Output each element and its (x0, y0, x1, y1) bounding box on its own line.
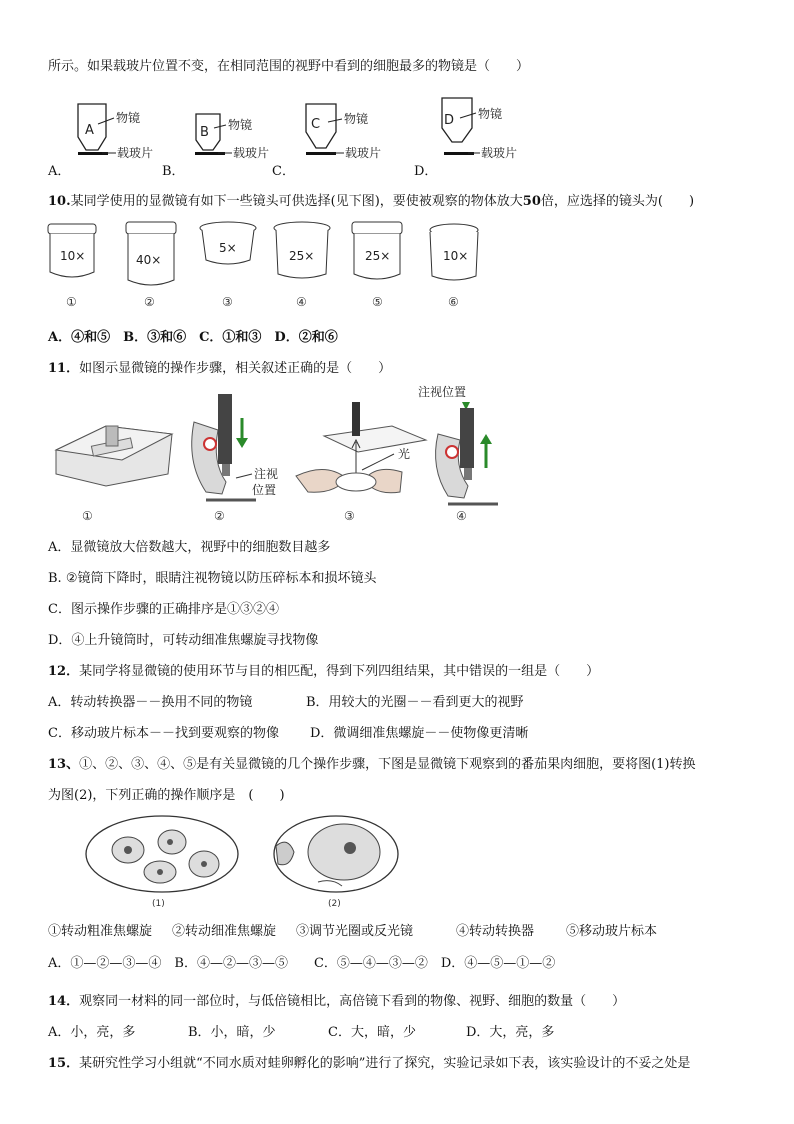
lens-num-1: ① (66, 295, 77, 309)
q12-option-a[interactable]: A．转动转换器－－换用不同的物镜 (48, 695, 253, 710)
lens-3 (200, 222, 256, 264)
svg-text:注视: 注视 (254, 467, 279, 481)
svg-text:位置: 位置 (252, 483, 277, 497)
q11-option-b[interactable]: B. ②镜筒下降时，眼睛注视物镜以防压碎标本和损坏镜头 (48, 571, 377, 586)
q11-option-a[interactable]: A．显微镜放大倍数越大，视野中的细胞数目越多 (48, 540, 331, 555)
q13-step-4: ④转动转换器 (456, 924, 535, 939)
lens-letter-c: C (311, 117, 321, 132)
q13-stem-line2: 为图(2)，下列正确的操作顺序是 ( ) (48, 788, 285, 803)
q13-step-3: ③调节光圈或反光镜 (296, 924, 414, 939)
q14-option-b[interactable]: B．小，暗，少 (188, 1025, 276, 1040)
q13-stem-line1: 13、①、②、③、④、⑤是有关显微镜的几个操作步骤，下图是显微镜下观察到的番茄果肉细胞，要将图(1)转换 (48, 757, 696, 772)
slide-label-c: 载玻片 (345, 146, 382, 160)
svg-text:25×: 25× (289, 249, 315, 263)
q13-cells-figure (80, 812, 400, 912)
svg-text:(1): (1) (152, 899, 165, 909)
svg-text:光: 光 (398, 447, 411, 461)
q10-stem: 10.某同学使用的显微镜有如下一些镜头可供选择(见下图)，要使被观察的物体放大50倍，应选择的镜头为( ) (48, 194, 695, 209)
objective-label-d: 物镜 (478, 107, 503, 121)
lens-num-5: ⑤ (372, 295, 383, 309)
step-num-3: ③ (344, 509, 355, 523)
q12-option-d[interactable]: D．微调细准焦螺旋－－使物像更清晰 (310, 726, 529, 741)
svg-text:40×: 40× (136, 253, 162, 267)
svg-text:10×: 10× (443, 249, 469, 263)
q11-steps-figure (46, 382, 506, 526)
q14-option-c[interactable]: C．大，暗，少 (328, 1025, 416, 1040)
objective-c (306, 104, 381, 160)
q15-stem: 15．某研究性学习小组就“不同水质对蛙卵孵化的影响”进行了探究，实验记录如下表，该实验设计的不妥之处是 (48, 1056, 691, 1071)
step2-microscope (192, 394, 278, 500)
q14-option-d[interactable]: D．大，亮，多 (466, 1025, 555, 1040)
lens-6 (430, 224, 478, 280)
objective-label-a: 物镜 (116, 111, 141, 125)
slide-label-a: 载玻片 (117, 146, 154, 160)
lens-num-2: ② (144, 295, 155, 309)
view-2 (274, 816, 398, 909)
slide-label-d: 载玻片 (481, 146, 518, 160)
q9-stem: 所示。如果载玻片位置不变，在相同范围的视野中看到的细胞最多的物镜是（ ） (48, 59, 530, 74)
svg-text:注视位置: 注视位置 (418, 385, 467, 399)
step4-microscope (418, 385, 498, 504)
q11-stem: 11．如图示显微镜的操作步骤，相关叙述正确的是（ ） (48, 361, 392, 376)
lens-num-4: ④ (296, 295, 307, 309)
lens-letter-a: A (85, 123, 94, 138)
q12-option-b[interactable]: B．用较大的光圈－－看到更大的视野 (306, 695, 524, 710)
svg-text:5×: 5× (219, 241, 237, 255)
objective-label-b: 物镜 (228, 118, 253, 132)
q14-stem: 14．观察同一材料的同一部位时，与低倍镜相比，高倍镜下看到的物像、视野、细胞的数量（ ） (48, 994, 626, 1009)
step-num-2: ② (214, 509, 225, 523)
q13-options[interactable]: A．①—②—③—④ B．④—②—③—⑤ C．⑤—④—③—② D．④—⑤—①—② (48, 956, 556, 971)
objective-a (78, 104, 153, 160)
step-num-1: ① (82, 509, 93, 523)
q13-step-1: ①转动粗准焦螺旋 (48, 924, 153, 939)
q9-option-c[interactable]: C． (272, 164, 295, 179)
svg-text:25×: 25× (365, 249, 391, 263)
q13-step-2: ②转动细准焦螺旋 (172, 924, 277, 939)
q13-step-5: ⑤移动玻片标本 (566, 924, 658, 939)
q9-option-a[interactable]: A． (48, 164, 71, 179)
q9-objectives-figure (40, 92, 560, 174)
slide-label-b: 载玻片 (233, 146, 270, 160)
lens-1 (48, 224, 96, 277)
lens-4 (274, 222, 330, 278)
step3-hands (296, 402, 426, 493)
lens-num-3: ③ (222, 295, 233, 309)
objective-b (195, 114, 269, 160)
step1-stage (56, 426, 172, 486)
q14-option-a[interactable]: A．小，亮，多 (48, 1025, 136, 1040)
q12-option-c[interactable]: C．移动玻片标本－－找到要观察的物像 (48, 726, 279, 741)
q11-option-d[interactable]: D．④上升镜筒时，可转动细准焦螺旋寻找物像 (48, 633, 319, 648)
svg-text:(2): (2) (328, 899, 341, 909)
lens-5 (352, 222, 402, 279)
lens-letter-d: D (444, 113, 455, 128)
svg-text:10×: 10× (60, 249, 86, 263)
lens-letter-b: B (200, 125, 209, 140)
lens-2 (126, 222, 176, 285)
objective-label-c: 物镜 (344, 112, 369, 126)
q9-option-b[interactable]: B． (162, 164, 185, 179)
view-1 (86, 816, 238, 909)
q11-option-c[interactable]: C．图示操作步骤的正确排序是①③②④ (48, 602, 279, 617)
objective-d (442, 98, 517, 160)
q10-options[interactable]: A．④和⑤ B．③和⑥ C．①和③ D．②和⑥ (48, 330, 338, 345)
q12-stem: 12．某同学将显微镜的使用环节与目的相匹配，得到下列四组结果，其中错误的一组是（ ） (48, 664, 600, 679)
step-num-4: ④ (456, 509, 467, 523)
lens-num-6: ⑥ (448, 295, 459, 309)
q9-option-d[interactable]: D． (414, 164, 438, 179)
q10-lenses-figure (40, 216, 480, 314)
